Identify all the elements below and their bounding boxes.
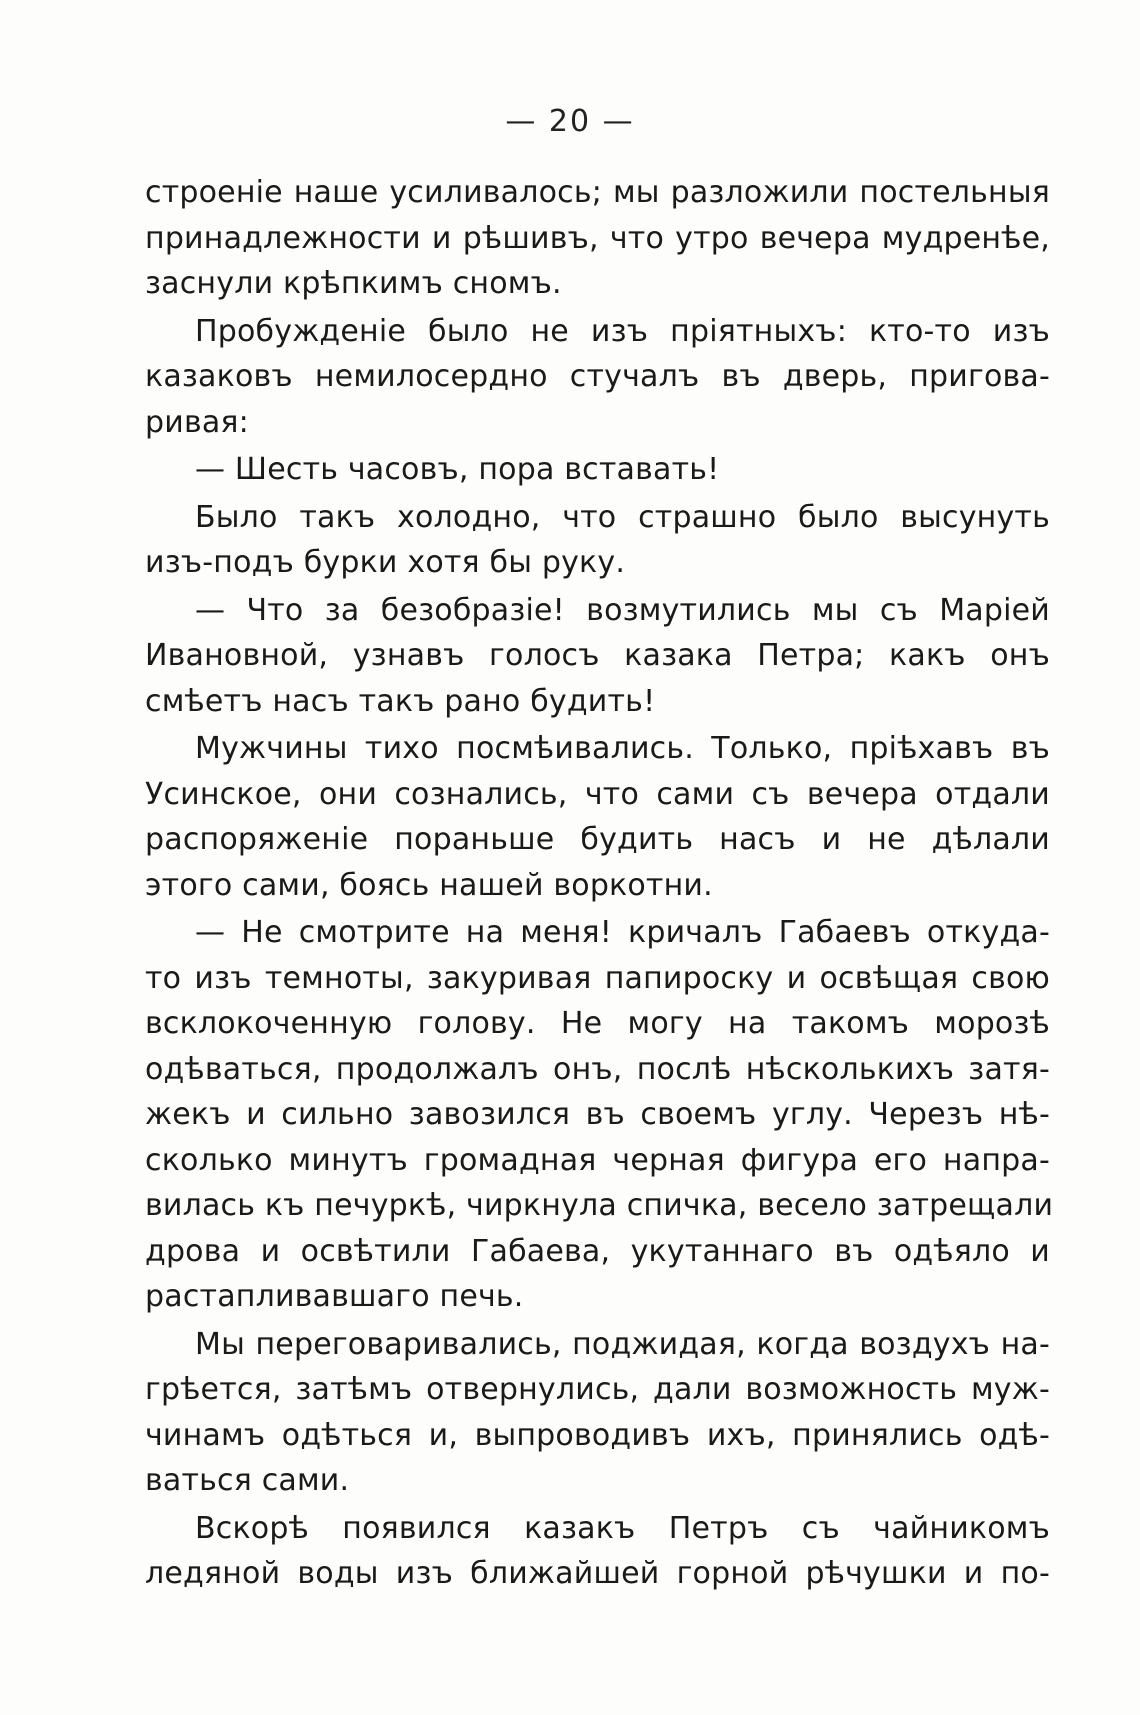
paragraph — [145, 495, 1050, 586]
text-line: дрова и освѣтили Габаева, укутаннаго въ одѣяло и — [145, 1233, 1050, 1269]
text-line: чинамъ одѣться и, выпроводивъ ихъ, принялись одѣ- — [145, 1417, 1050, 1453]
text-line: вилась къ печуркѣ, чиркнула спичка, весело затрещали — [145, 1188, 1054, 1223]
text-line: Ивановной, узнавъ голосъ казака Петра; какъ онъ — [145, 638, 1050, 673]
text-line: распоряженiе пораньше будить насъ и не дѣлали — [145, 822, 1050, 857]
paragraph — [145, 910, 1054, 1320]
paragraph — [145, 309, 1050, 446]
text-line: жекъ и сильно завозился въ своемъ углу. Черезъ нѣ- — [145, 1097, 1050, 1132]
paragraph — [145, 1506, 1050, 1597]
text-line: ваться сами. — [145, 1463, 350, 1498]
text-line: казаковъ немилосердно стучалъ въ дверь, пригова- — [145, 359, 1050, 394]
text-line: Мужчины тихо посмѣивались. Только, прiѣхавъ въ — [195, 731, 1050, 766]
text-line: сколько минутъ громадная черная фигура его напра- — [145, 1142, 1050, 1178]
body-text — [145, 170, 1054, 1597]
paragraph — [145, 726, 1050, 908]
text-line: этого сами, боясь нашей воркотни. — [145, 867, 713, 903]
text-line: заснули крѣпкимъ сномъ. — [145, 266, 562, 301]
text-line: — Что за безобразiе! возмутились мы съ Марiей — [195, 592, 1050, 628]
text-line: изъ-подъ бурки хотя бы руку. — [145, 545, 626, 580]
text-line: Пробужденiе было не изъ прiятныхъ: кто-то изъ — [195, 313, 1050, 349]
paragraph — [145, 447, 1050, 493]
text-line: грѣется, затѣмъ отвернулись, дали возможность муж- — [145, 1372, 1050, 1407]
text-line: строенiе наше усиливалось; мы разложили постельныя — [145, 175, 1050, 210]
text-line: — Шесть часовъ, пора вставать! — [195, 452, 720, 487]
text-line: всклокоченную голову. Не могу на такомъ морозѣ — [145, 1006, 1050, 1041]
text-line: растапливавшаго печь. — [145, 1279, 524, 1314]
paragraph — [145, 588, 1050, 725]
text-line: Было такъ холодно, что страшно было высунуть — [195, 499, 1050, 535]
text-line: принадлежности и рѣшивъ, что утро вечера мудренѣе, — [145, 220, 1050, 256]
page-number: — 20 — — [505, 104, 635, 139]
text-line: одѣваться, продолжалъ онъ, послѣ нѣсколькихъ затя- — [145, 1051, 1050, 1087]
paragraph — [145, 170, 1050, 307]
text-line: Вскорѣ появился казакъ Петръ съ чайникомъ — [195, 1510, 1050, 1546]
text-line: Усинское, они сознались, что сами съ вечера отдали — [145, 776, 1050, 812]
text-line: Мы переговаривались, поджидая, когда воздухъ на- — [195, 1326, 1050, 1362]
text-line: ледяной воды изъ ближайшей горной рѣчушки и по- — [145, 1556, 1050, 1591]
text-line: то изъ темноты, закуривая папироску и освѣщая свою — [145, 960, 1050, 996]
text-line: — Не смотрите на меня! кричалъ Габаевъ откуда- — [195, 915, 1050, 950]
paragraph — [145, 1322, 1050, 1504]
text-line: ривая: — [145, 404, 249, 440]
text-line: смѣетъ насъ такъ рано будить! — [145, 683, 656, 719]
